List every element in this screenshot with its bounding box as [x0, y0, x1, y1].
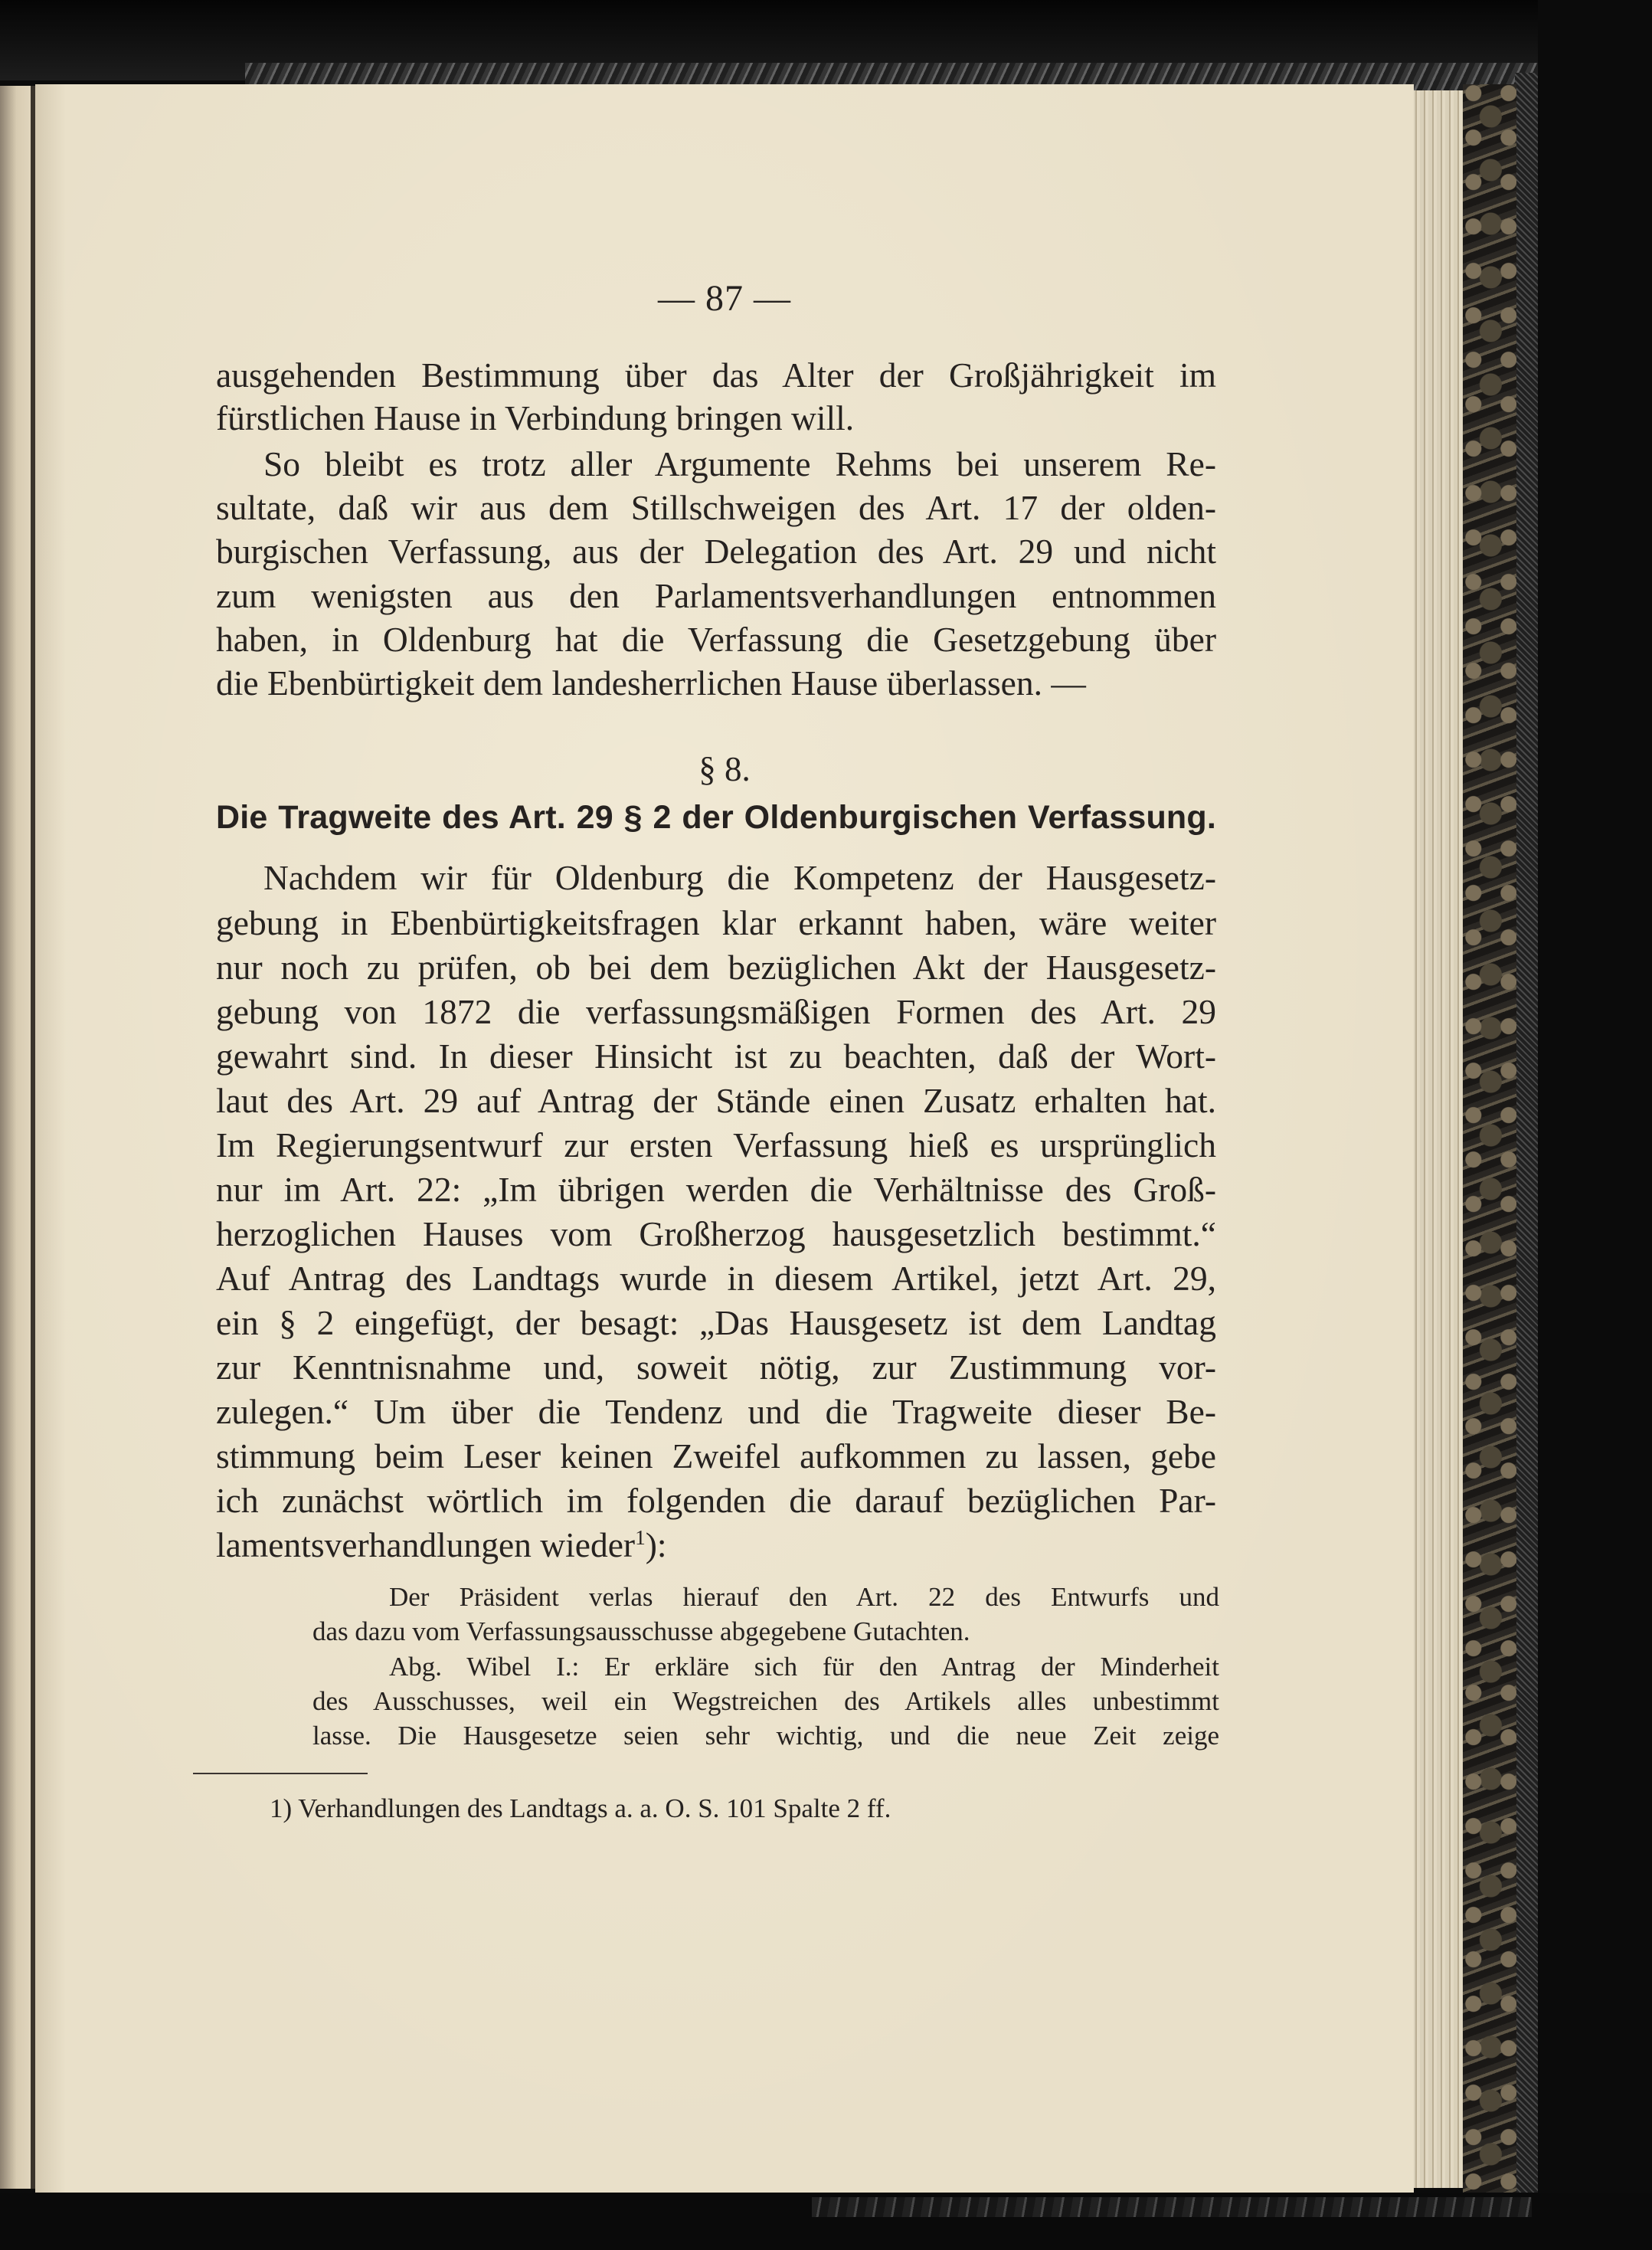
- quote-line: Der Präsident verlas hierauf den Art. 22 des Entwurfs und: [389, 1582, 1219, 1612]
- book-page: [35, 84, 1414, 2195]
- body-line: [216, 1525, 1216, 1564]
- footnote: 1) Verhandlungen des Landtags a. a. O. S. 101 Spalte 2 ff.: [270, 1793, 891, 1823]
- book-cover-edge: [1515, 73, 1538, 2199]
- body-line: zur Kenntnisnahme und, soweit nötig, zur Zustimmung vor-: [216, 1348, 1216, 1387]
- body-line: ich zunächst wörtlich im folgenden die darauf bezüglichen Par-: [216, 1481, 1216, 1520]
- quote-line: das dazu vom Verfassungsausschusse abgegebene Gutachten.: [312, 1616, 970, 1646]
- body-line: ein § 2 eingefügt, der besagt: „Das Hausgesetz ist dem Landtag: [216, 1303, 1216, 1342]
- body-line: gebung von 1872 die verfassungsmäßigen Formen des Art. 29: [216, 992, 1216, 1031]
- footnote-separator: [193, 1773, 368, 1774]
- body-line-tail: ):: [645, 1525, 667, 1564]
- body-line: nur im Art. 22: „Im übrigen werden die Verhältnisse des Groß-: [216, 1170, 1216, 1209]
- body-line: herzoglichen Hauses vom Großherzog hausgesetzlich bestimmt.“: [216, 1214, 1216, 1253]
- body-line: fürstlichen Hause in Verbindung bringen will.: [216, 398, 855, 437]
- quote-line: Abg. Wibel I.: Er erkläre sich für den Antrag der Minderheit: [389, 1652, 1219, 1682]
- section-mark: § 8.: [698, 750, 751, 788]
- quote-line: lasse. Die Hausgesetze seien sehr wichtig, und die neue Zeit zeige: [312, 1721, 1219, 1751]
- body-line: haben, in Oldenburg hat die Verfassung die Gesetzgebung über: [216, 620, 1216, 659]
- scan-background-right: [1538, 0, 1652, 2250]
- body-line: gebung in Ebenbürtigkeitsfragen klar erkannt haben, wäre weiter: [216, 903, 1216, 942]
- body-line: Im Regierungsentwurf zur ersten Verfassung hieß es ursprünglich: [216, 1125, 1216, 1164]
- marbled-cover-bottom: [812, 2197, 1532, 2217]
- body-line: zulegen.“ Um über die Tendenz und die Tragweite dieser Be-: [216, 1392, 1216, 1431]
- marbled-endpaper: [1463, 84, 1516, 2199]
- section-heading: Die Tragweite des Art. 29 § 2 der Oldenburgischen Verfassung.: [216, 799, 1216, 836]
- body-line: sultate, daß wir aus dem Stillschweigen des Art. 17 der olden-: [216, 488, 1216, 527]
- body-line: Nachdem wir für Oldenburg die Kompetenz der Hausgesetz-: [263, 858, 1216, 897]
- body-line: zum wenigsten aus den Parlamentsverhandlungen entnommen: [216, 576, 1216, 615]
- quote-line: des Ausschusses, weil ein Wegstreichen des Artikels alles unbestimmt: [312, 1686, 1219, 1716]
- body-line: nur noch zu prüfen, ob bei dem bezüglichen Akt der Hausgesetz-: [216, 948, 1216, 987]
- body-line: So bleibt es trotz aller Argumente Rehms bei unserem Re-: [263, 444, 1216, 483]
- footnote-reference: 1: [635, 1525, 646, 1549]
- body-line: ausgehenden Bestimmung über das Alter der Großjährigkeit im: [216, 355, 1216, 395]
- body-line: laut des Art. 29 auf Antrag der Stände einen Zusatz erhalten hat.: [216, 1081, 1216, 1120]
- body-line-text: lamentsverhandlungen wieder: [216, 1525, 636, 1564]
- body-line: burgischen Verfassung, aus der Delegation des Art. 29 und nicht: [216, 532, 1216, 571]
- body-line: stimmung beim Leser keinen Zweifel aufkommen zu lassen, gebe: [216, 1436, 1216, 1475]
- body-line: die Ebenbürtigkeit dem landesherrlichen Hause überlassen. —: [216, 663, 1086, 703]
- page-number: — 87 —: [658, 278, 791, 319]
- body-line: gewahrt sind. In dieser Hinsicht ist zu beachten, daß der Wort-: [216, 1037, 1216, 1076]
- body-line: Auf Antrag des Landtags wurde in diesem Artikel, jetzt Art. 29,: [216, 1259, 1216, 1298]
